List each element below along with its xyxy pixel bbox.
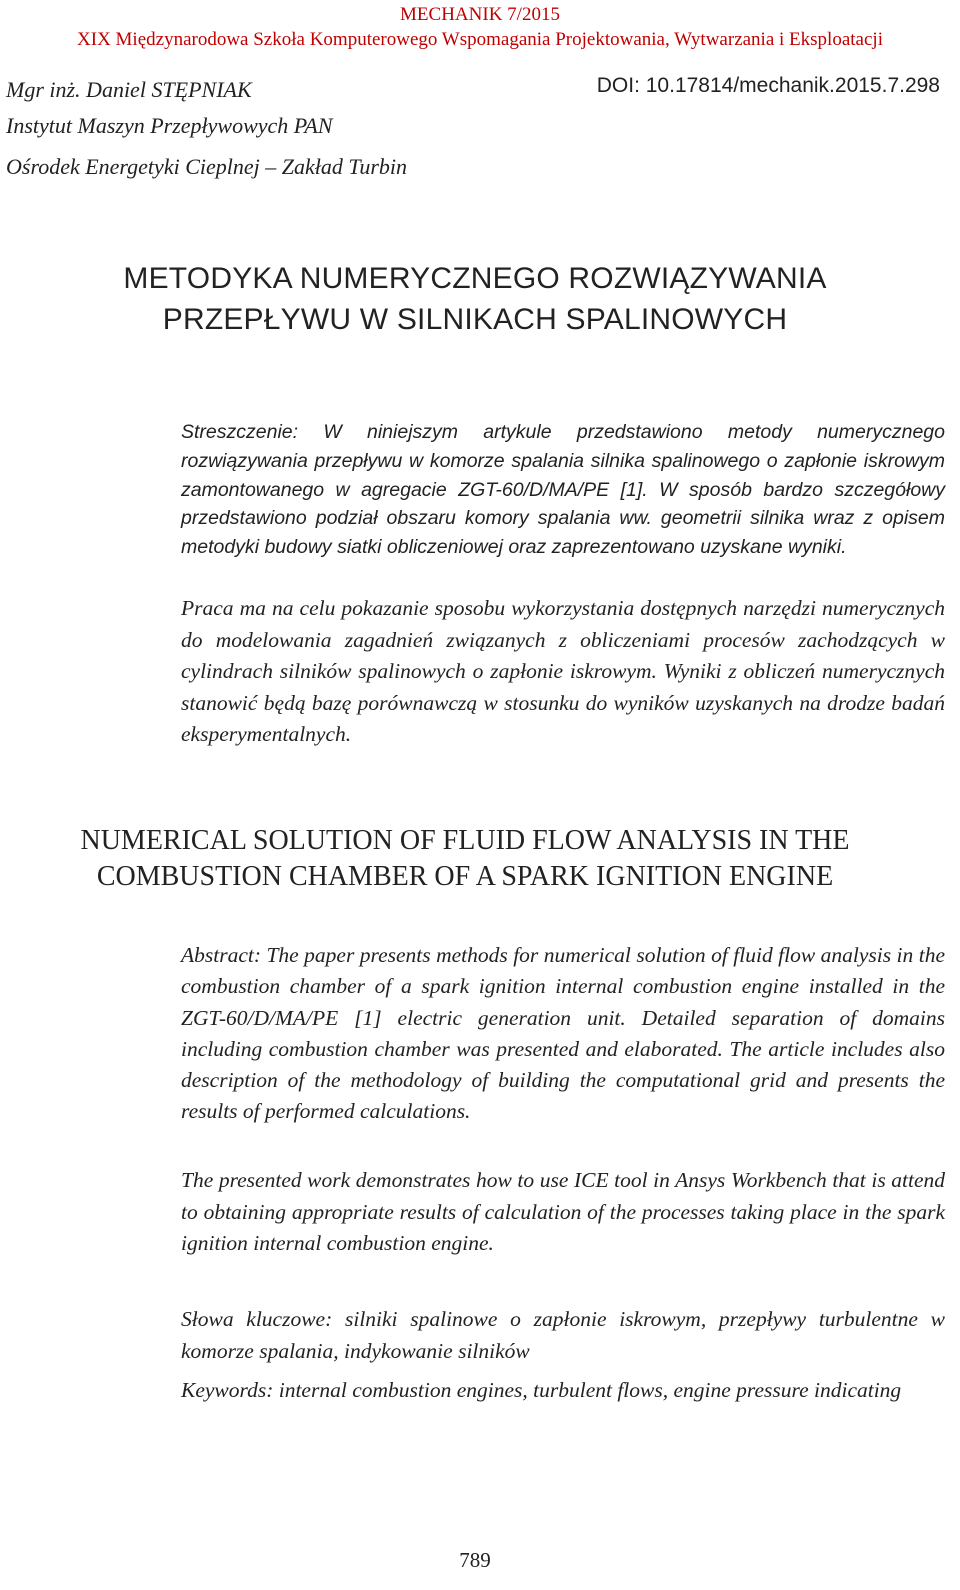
- abstract-english-paragraph2: The presented work demonstrates how to use ICE tool in Ansys Workbench that is attend to obtaining appropriate results of calculation of the processes taking place in the spark ignition internal combustion engine.: [181, 1168, 945, 1255]
- abstract-polish: [181, 418, 945, 562]
- title-polish-line1: METODYKA NUMERYCZNEGO ROZWIĄZYWANIA: [123, 262, 827, 295]
- title-polish-line2: PRZEPŁYWU W SILNIKACH SPALINOWYCH: [162, 303, 788, 336]
- doi-label: DOI: 10.17814/mechanik.2015.7.298: [596, 74, 940, 97]
- journal-header: [0, 2, 960, 52]
- title-polish: [0, 258, 950, 340]
- title-english-line1: NUMERICAL SOLUTION OF FLUID FLOW ANALYSIS IN THE: [80, 825, 850, 856]
- title-english: [0, 823, 930, 895]
- author-name: Mgr inż. Daniel STĘPNIAK: [6, 77, 252, 102]
- abstract-english-continued: [181, 1165, 945, 1260]
- abstract-polish-continued: [181, 593, 945, 751]
- abstract-polish-paragraph1: Streszczenie: W niniejszym artykule przedstawiono metody numerycznego rozwiązywania przepływu w komorze spalania silnika spalinowego o zapłonie iskrowym zamontowanego w agregacie ZGT-60/D/MA/PE [1]. W sposób bardzo szczegółowy przedstawiono podział obszaru komory spalania ww. geometrii silnika wraz z opisem metodyki budowy siatki obliczeniowej oraz zaprezentowano uzyskane wyniki.: [181, 421, 945, 559]
- page-number: 789: [459, 1548, 491, 1572]
- author-institute: Instytut Maszyn Przepływowych PAN: [6, 113, 333, 138]
- abstract-polish-paragraph2: Praca ma na celu pokazanie sposobu wykorzystania dostępnych narzędzi numerycznych do modelowania zagadnień związanych z obliczeniami procesów zachodzących w cylindrach silników spalinowych o zapłonie iskrowym. Wyniki z obliczeń numerycznych stanowić będą bazę porównawczą w stosunku do wyników uzyskanych na drodze badań eksperymentalnych.: [181, 596, 945, 746]
- conference-name: XIX Międzynarodowa Szkoła Komputerowego Wspomagania Projektowania, Wytwarzania i Eksploatacji: [77, 29, 883, 50]
- keywords-english-text: Keywords: internal combustion engines, turbulent flows, engine pressure indicating: [181, 1378, 902, 1402]
- keywords-polish: [181, 1304, 945, 1367]
- title-english-line2: COMBUSTION CHAMBER OF A SPARK IGNITION ENGINE: [96, 861, 834, 892]
- author-department: Ośrodek Energetyki Cieplnej – Zakład Turbin: [6, 154, 408, 179]
- keywords-polish-text: Słowa kluczowe: silniki spalinowe o zapłonie iskrowym, przepływy turbulentne w komorze spalania, indykowanie silników: [181, 1307, 945, 1363]
- author-block: [6, 72, 407, 185]
- journal-issue: MECHANIK 7/2015: [400, 4, 560, 25]
- abstract-english: [181, 940, 945, 1128]
- abstract-english-paragraph1: Abstract: The paper presents methods for numerical solution of fluid flow analysis in the combustion chamber of a spark ignition internal combustion engine installed in the ZGT-60/D/MA/PE [1] electric generation unit. Detailed separation of domains including combustion chamber was presented and elaborated. The article includes also description of the methodology of building the computational grid and presents the results of performed calculations.: [181, 943, 945, 1124]
- keywords-english: [181, 1375, 945, 1407]
